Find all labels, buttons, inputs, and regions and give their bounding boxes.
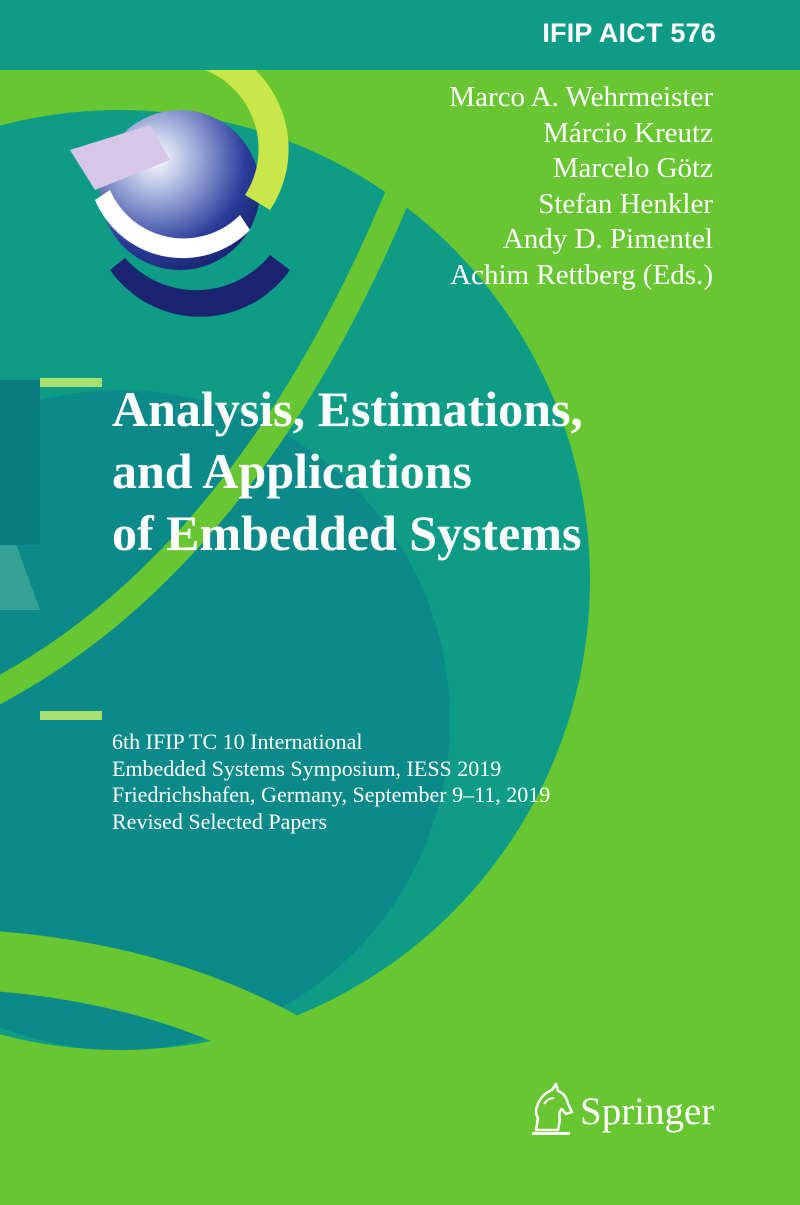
- springer-horse-icon: [528, 1082, 574, 1138]
- editor-name: Achim Rettberg (Eds.): [450, 258, 713, 291]
- title-accent-bar: [40, 378, 102, 387]
- publisher-logo: [528, 1082, 748, 1142]
- subtitle-accent-bar: [40, 711, 102, 720]
- editors-list: [449, 80, 713, 293]
- title-line: and Applications: [112, 443, 472, 499]
- title-line: of Embedded Systems: [112, 505, 582, 561]
- green-arc-band-lower: [0, 960, 470, 1205]
- editor-name: Stefan Henkler: [538, 187, 713, 220]
- series-header: [0, 0, 800, 70]
- subtitle-line: Embedded Systems Symposium, IESS 2019: [112, 755, 502, 781]
- subtitle-line: Revised Selected Papers: [112, 808, 328, 834]
- title-line: Analysis, Estimations,: [112, 381, 583, 437]
- editor-name: Marco A. Wehrmeister: [449, 81, 713, 113]
- editor-name: Márcio Kreutz: [543, 116, 713, 149]
- publisher-name: Springer: [580, 1090, 715, 1133]
- side-block: [0, 380, 40, 545]
- editor-name: Marcelo Götz: [552, 152, 713, 184]
- subtitle-line: 6th IFIP TC 10 International: [112, 729, 363, 754]
- book-title: [112, 378, 583, 564]
- editor-name: Andy D. Pimentel: [502, 223, 713, 255]
- subtitle-line: Friedrichshafen, Germany, September 9–11, 2019: [112, 782, 551, 807]
- book-subtitle: [112, 729, 550, 835]
- series-label: IFIP AICT 576: [542, 18, 716, 48]
